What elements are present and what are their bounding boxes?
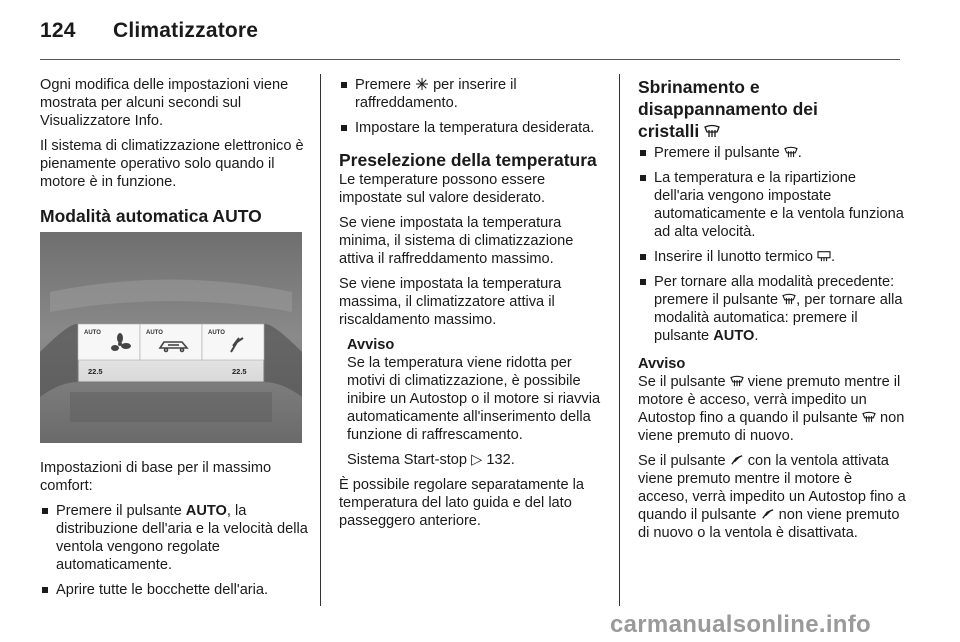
section-heading-defrost: Sbrinamento e: [638, 77, 760, 97]
section-heading-defrost: cristalli: [638, 120, 906, 142]
paragraph: Le temperature possono essere impostate sul valore desiderato.: [339, 172, 546, 206]
rear-window-heating-icon: [817, 250, 831, 262]
section-heading-defrost: disappannamento dei: [638, 99, 818, 119]
paragraph: Impostazioni di base per il massimo comfort:: [40, 460, 272, 494]
list-item: Inserire il lunotto termico .: [638, 248, 906, 266]
section-heading-temperature: Preselezione della temperatura: [339, 150, 597, 170]
auto-button-label: AUTO: [185, 503, 227, 519]
paragraph: Se viene impostata la temperatura minima, il sistema di climatizzazione attiva il raffreddamento massimo.: [339, 215, 574, 267]
section-heading-auto: Modalità automatica AUTO: [40, 206, 262, 226]
list-item: Premere il pulsante AUTO, la distribuzione dell'aria e la velocità della ventola vengono regolate automaticamente.: [40, 502, 308, 574]
column-divider-1: [320, 74, 321, 606]
temp-right: 22.5: [232, 367, 247, 376]
page-header: [40, 19, 258, 43]
page-number: 124: [40, 19, 76, 42]
note-text: Se il pulsante con la ventola attivata viene premuto mentre il motore è acceso, verrà impedito un Autostop fino a quando il pulsante non viene premuto di nuovo o la ventola è disattivata.: [638, 453, 906, 541]
column-divider-2: [619, 74, 620, 606]
windscreen-defrost-icon: [704, 124, 720, 138]
paragraph: Il sistema di climatizzazione elettronico è pienamente operativo solo quando il motore è in funzione.: [40, 138, 304, 190]
windscreen-defrost-icon: [730, 375, 744, 387]
auto-label: AUTO: [208, 330, 225, 336]
arrow-icon: ▷: [471, 452, 483, 468]
auto-button-label: AUTO: [713, 328, 755, 344]
column-1: [40, 76, 308, 237]
cross-reference: Sistema Start-stop ▷ 132.: [347, 452, 515, 468]
list-item: Premere il pulsante .: [638, 144, 906, 162]
windscreen-defrost-icon: [862, 411, 876, 423]
paragraph: Ogni modifica delle impostazioni viene mostrata per alcuni secondi sul Visualizzatore Info.: [40, 77, 289, 129]
list-item: Impostare la temperatura desiderata.: [339, 119, 607, 137]
note-text: Se il pulsante viene premuto mentre il motore è acceso, verrà impedito un Autostop fino a quando il pulsante non viene premuto di nuovo.: [638, 374, 905, 444]
page-title: Climatizzatore: [113, 19, 259, 42]
list-item: La temperatura e la ripartizione dell'aria vengono impostate automaticamente e la ventola funziona ad alta velocità.: [638, 169, 906, 241]
note-title: Avviso: [638, 356, 686, 372]
header-rule: [40, 59, 900, 60]
paragraph: Se viene impostata la temperatura massima, il climatizzatore attiva il riscaldamento massimo.: [339, 276, 562, 328]
watermark: carmanualsonline.info: [610, 611, 872, 638]
note-title: Avviso: [347, 337, 395, 353]
column-1-lower: [40, 459, 308, 606]
note-box: [339, 336, 607, 469]
column-3: [638, 76, 906, 549]
windscreen-defrost-icon: [784, 146, 798, 158]
air-distribution-icon: [730, 454, 744, 466]
auto-label: AUTO: [84, 330, 101, 336]
temp-left: 22.5: [88, 367, 103, 376]
climate-display-photo: [40, 232, 302, 443]
snowflake-icon: [415, 78, 429, 90]
note-text: Se la temperatura viene ridotta per motivi di climatizzazione, è possibile inibire un Autostop o il motore si riavvia automaticamente all'inserimento della funzione di raffrescamento.: [347, 355, 601, 443]
air-distribution-icon: [761, 508, 775, 520]
list-item: Premere per inserire il raffreddamento.: [339, 76, 607, 112]
windscreen-defrost-icon: [782, 293, 796, 305]
list-item: Per tornare alla modalità precedente: premere il pulsante , per tornare alla modalità automatica: premere il pulsante AUTO.: [638, 273, 906, 345]
paragraph: È possibile regolare separatamente la temperatura del lato guida e del lato passeggero anteriore.: [339, 477, 584, 529]
auto-label: AUTO: [146, 330, 163, 336]
list-item: Aprire tutte le bocchette dell'aria.: [40, 581, 308, 599]
column-2: [339, 76, 607, 537]
